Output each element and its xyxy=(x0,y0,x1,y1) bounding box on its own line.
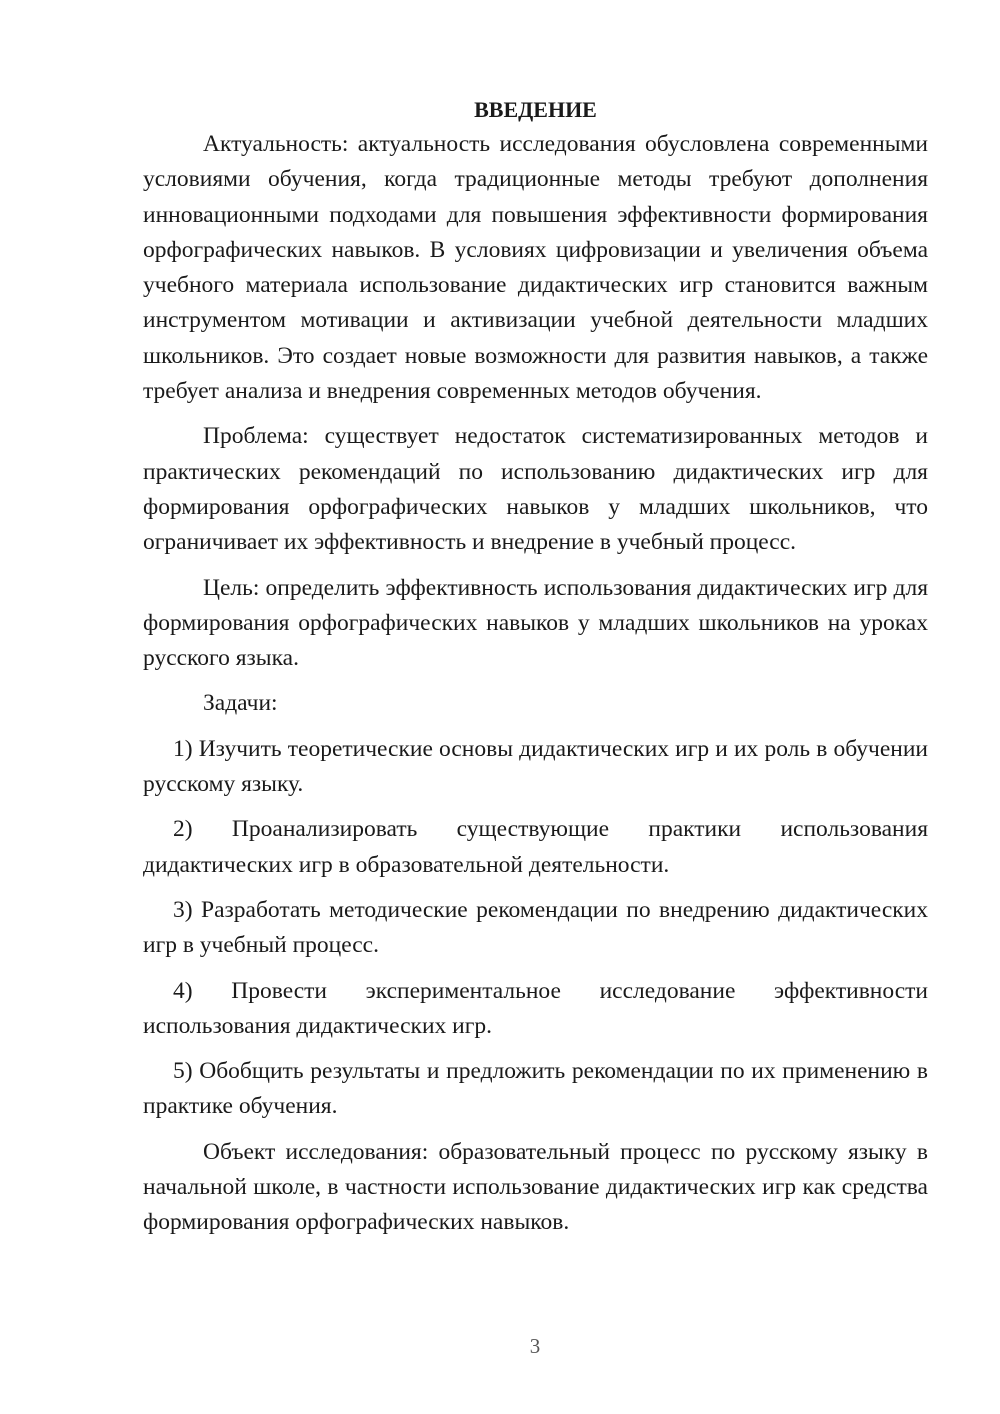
task-item-5: 5) Обобщить результаты и предложить рекомендации по их применению в практике обучения. xyxy=(143,1058,928,1120)
object-paragraph: Объект исследования: образовательный процесс по русскому языку в начальной школе, в частности использование дидактических игр как средства формирования орфографических навыков. xyxy=(143,1138,928,1236)
tasks-heading: Задачи: xyxy=(203,690,278,717)
task-item-2: 2) Проанализировать существующие практики использования дидактических игр в образовательной деятельности. xyxy=(143,816,928,878)
page-title: ВВЕДЕНИЕ xyxy=(474,97,597,122)
document-body xyxy=(143,92,928,1241)
goal-paragraph: Цель: определить эффективность использования дидактических игр для формирования орфографических навыков у младших школьников на уроках русского языка. xyxy=(143,574,928,672)
task-item-1: 1) Изучить теоретические основы дидактических игр и их роль в обучении русскому языку. xyxy=(143,735,928,798)
relevance-paragraph: Актуальность: актуальность исследования обусловлена современными условиями обучения, когда традиционные методы требуют дополнения инновационными подходами для повышения эффективности формирования орфографических навыков. В условиях цифровизации и увеличения объема учебного материала использование дидактических игр становится важным инструментом мотивации и активизации учебной деятельности младших школьников. Это создает новые возможности для развития навыков, а также требует анализа и внедрения современных методов обучения. xyxy=(143,131,928,405)
page-number: 3 xyxy=(529,1334,541,1358)
task-item-4: 4) Провести экспериментальное исследование эффективности использования дидактических игр. xyxy=(143,977,928,1039)
task-item-3: 3) Разработать методические рекомендации по внедрению дидактических игр в учебный процесс. xyxy=(143,896,928,959)
problem-paragraph: Проблема: существует недостаток систематизированных методов и практических рекомендаций по использованию дидактических игр для формирования орфографических навыков у младших школьников, что ограничивает их эффективность и внедрение в учебный процесс. xyxy=(143,423,928,556)
